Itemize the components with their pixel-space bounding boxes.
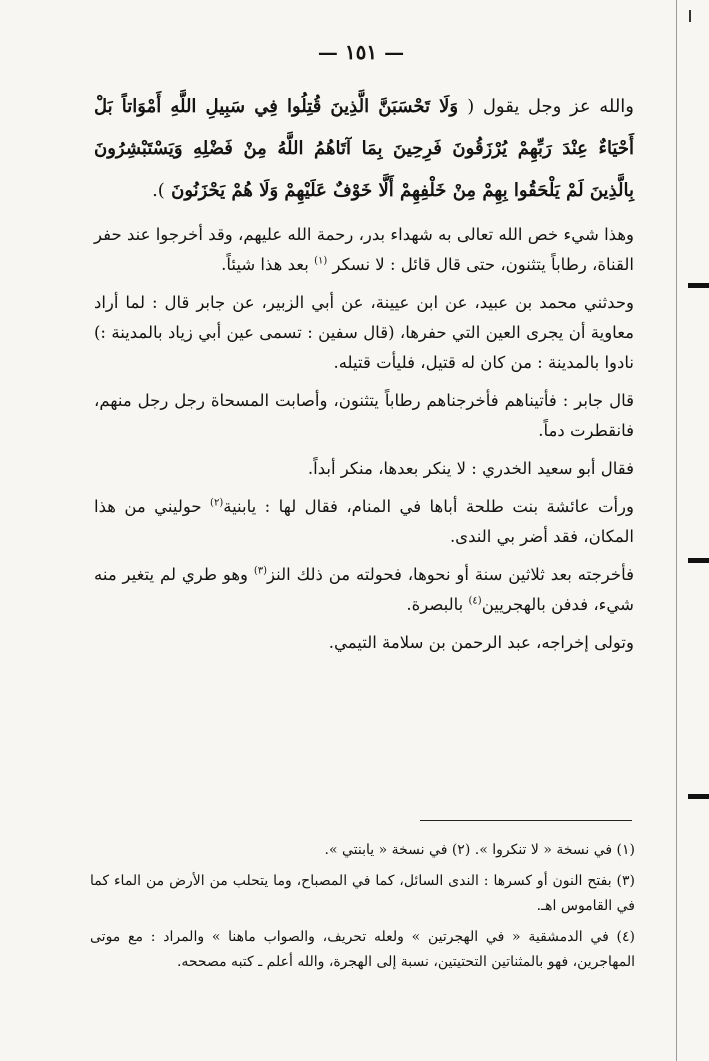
paragraph-text: فقال أبو سعيد الخدري : لا ينكر بعدها، منكر أبداً.: [307, 459, 634, 478]
paragraph-jabir: [94, 386, 634, 446]
paragraph-reburial: [94, 560, 634, 620]
paragraph-text: وهو طري لم يتغير منه شيء، فدفن بالهجريين: [94, 565, 634, 614]
footnote-separator: [420, 820, 632, 821]
footnote-ref-3: (٣): [253, 565, 268, 577]
binding-edge-line: [676, 0, 677, 1061]
footnotes: [90, 838, 635, 981]
footnote-ref-2: (٢): [210, 497, 224, 509]
paragraph-text: بالبصرة.: [406, 595, 469, 614]
paragraph-badr-martyrs: [94, 220, 634, 280]
edge-mark: [688, 283, 709, 288]
page-number: — ١٥١ —: [317, 40, 405, 64]
paragraph-outro: ).: [152, 180, 165, 201]
paragraph-text: بعد هذا شيئاً.: [221, 255, 315, 274]
paragraph-text: وحدثني محمد بن عبيد، عن ابن عيينة، عن أبي الزبير، عن جابر قال : لما أراد معاوية أن يجرى العين التي حفرها، (قال سفين : تسمى عين أبي زياد بالمدينة :) نادوا بالمدينة : من كان له قتيل، فليأت قتيله.: [94, 293, 634, 372]
footnote-1-2: (١) في نسخة « لا تنكروا ». (٢) في نسخة « يابنتي ».: [324, 842, 635, 858]
paragraph-text: وهذا شيء خص الله تعالى به شهداء بدر، رحمة الله عليهم، وقد أخرجوا عند حفر القناة، رطاباً يتثنون، حتى قال قائل : لا نسكر: [94, 225, 634, 274]
paragraph-text: حوليني من هذا المكان، فقد أضر بي الندى.: [94, 497, 634, 546]
paragraph-text: وتولى إخراجه، عبد الرحمن بن سلامة التيمي.: [328, 633, 634, 652]
main-text: [94, 86, 634, 658]
paragraph-text: قال جابر : فأتيناهم فأخرجناهم رطاباً يتثنون، وأصابت المسحاة رجل رجل منهم، فانقطرت دماً.: [94, 391, 634, 440]
paragraph-intro: والله عز وجل يقول (: [467, 96, 634, 117]
edge-mark: [688, 794, 709, 799]
footnote-ref-4: (٤): [468, 595, 482, 607]
paragraph-aisha-dream: [94, 492, 634, 552]
paragraph-quran-verse: [94, 86, 634, 212]
paragraph-hadith-chain: [94, 288, 634, 378]
footnote-ref-1: (١): [314, 255, 328, 267]
paragraph-text: فأخرجته بعد ثلاثين سنة أو نحوها، فحولته من ذلك النز: [267, 565, 634, 584]
footnote-4: (٤) في الدمشقية « في الهجرتين » ولعله تحريف، والصواب ماهنا » والمراد : مع موتى المهاجرين، فهو بالمثناتين التحتيتين، نسبة إلى الهجرة، والله أعلم ـ كتبه مصححه.: [90, 929, 635, 970]
footnote-3: (٣) بفتح النون أو كسرها : الندى السائل، كما في المصباح، وما يتحلب من الأرض من الماء كما في القاموس اهـ.: [90, 873, 635, 914]
quran-verse: وَلَا تَحْسَبَنَّ الَّذِينَ قُتِلُوا فِي سَبِيلِ اللَّهِ أَمْوَاتاً بَلْ أَحْيَاءٌ عِنْدَ رَبِّهِمْ يُرْزَقُونَ فَرِحِينَ بِمَا آتَاهُمُ اللَّهُ مِنْ فَضْلِهِ وَيَسْتَبْشِرُونَ بِالَّذِينَ لَمْ يَلْحَقُوا بِهِمْ مِنْ خَلْفِهِمْ أَلَّا خَوْفٌ عَلَيْهِمْ وَلَا هُمْ يَحْزَنُونَ: [94, 96, 634, 201]
paragraph-abu-said: [94, 454, 634, 484]
paragraph-taymi: [94, 628, 634, 658]
edge-mark: [688, 558, 709, 563]
edge-tick-mark: [689, 10, 691, 22]
paragraph-text: ورأت عائشة بنت طلحة أباها في المنام، فقال لها : يابنية: [223, 497, 634, 516]
